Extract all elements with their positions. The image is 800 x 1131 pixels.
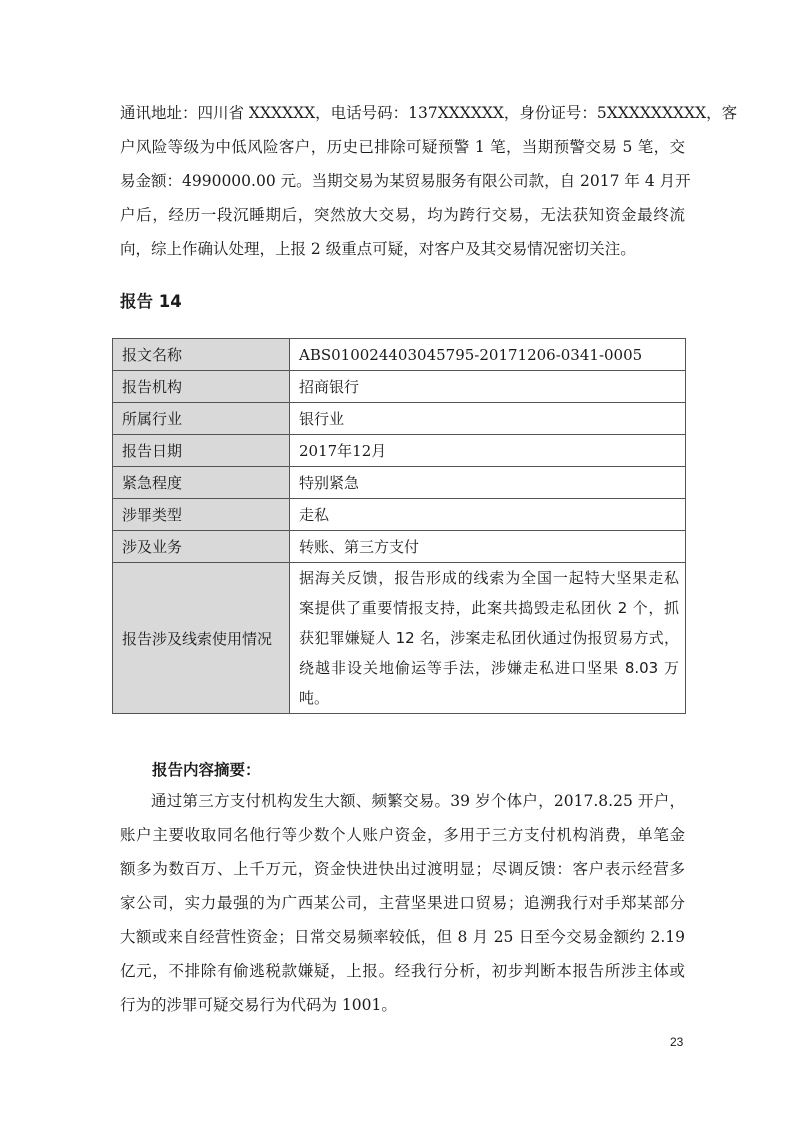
row-value: 招商银行 (290, 371, 686, 403)
row-label: 报文名称 (113, 339, 290, 371)
row-label: 涉及业务 (113, 531, 290, 563)
intro-line: 户后，经历一段沉睡期后，突然放大交易，均为跨行交易，无法获知资金最终流 (120, 206, 685, 224)
row-value: 转账、第三方支付 (290, 531, 686, 563)
summary-line: 行为的涉罪可疑交易行为代码为 1001。 (120, 996, 397, 1014)
row-value: 银行业 (290, 403, 686, 435)
summary-line: 家公司，实力最强的为广西某公司，主营坚果进口贸易；追溯我行对手郑某部分 (120, 894, 685, 912)
clue-value (290, 563, 686, 714)
summary-paragraph (120, 784, 685, 1022)
table-row (113, 499, 686, 531)
row-value: 2017年12月 (290, 435, 686, 467)
clue-line: 获犯罪嫌疑人 12 名，涉案走私团伙通过伪报贸易方式， (299, 629, 679, 647)
report-table (112, 338, 686, 714)
row-value: 走私 (290, 499, 686, 531)
row-label: 报告日期 (113, 435, 290, 467)
row-label: 紧急程度 (113, 467, 290, 499)
table-row-clue (113, 563, 686, 714)
summary-line: 大额或来自经营性资金；日常交易频率较低，但 8 月 25 日至今交易金额约 2.19 (120, 928, 685, 946)
clue-line: 据海关反馈，报告形成的线索为全国一起特大坚果走私 (299, 569, 679, 587)
summary-line: 额多为数百万、上千万元，资金快进快出过渡明显；尽调反馈：客户表示经营多 (120, 860, 685, 878)
row-label: 涉罪类型 (113, 499, 290, 531)
clue-line: 绕越非设关地偷运等手法，涉嫌走私进口坚果 8.03 万 (299, 659, 679, 677)
intro-line: 通讯地址：四川省 XXXXXX，电话号码：137XXXXXX，身份证号：5XXXXXXXXX，客 (120, 104, 738, 122)
table-row (113, 403, 686, 435)
clue-line: 吨。 (299, 689, 330, 707)
summary-line: 账户主要收取同名他行等少数个人账户资金，多用于三方支付机构消费，单笔金 (120, 826, 685, 844)
row-value: 特别紧急 (290, 467, 686, 499)
summary-heading: 报告内容摘要： (152, 761, 261, 779)
table-row (113, 371, 686, 403)
intro-line: 易金额：4990000.00 元。当期交易为某贸易服务有限公司款，自 2017 年 4 月开 (120, 172, 691, 190)
clue-label: 报告涉及线索使用情况 (113, 563, 290, 714)
report-title: 报告 14 (120, 292, 182, 311)
intro-line: 户风险等级为中低风险客户，历史已排除可疑预警 1 笔，当期预警交易 5 笔，交 (120, 138, 685, 156)
clue-line: 案提供了重要情报支持，此案共捣毁走私团伙 2 个，抓 (299, 599, 679, 617)
table-row (113, 531, 686, 563)
intro-paragraph (120, 96, 738, 266)
page-number: 23 (670, 1035, 684, 1049)
row-label: 报告机构 (113, 371, 290, 403)
row-label: 所属行业 (113, 403, 290, 435)
summary-line: 亿元，不排除有偷逃税款嫌疑，上报。经我行分析，初步判断本报告所涉主体或 (120, 962, 685, 980)
summary-line: 通过第三方支付机构发生大额、频繁交易。39 岁个体户，2017.8.25 开户， (151, 792, 685, 810)
row-value: ABS010024403045795-20171206-0341-0005 (290, 339, 686, 371)
table-row (113, 339, 686, 371)
table-row (113, 467, 686, 499)
intro-line: 向，综上作确认处理，上报 2 级重点可疑，对客户及其交易情况密切关注。 (120, 240, 636, 258)
table-row (113, 435, 686, 467)
